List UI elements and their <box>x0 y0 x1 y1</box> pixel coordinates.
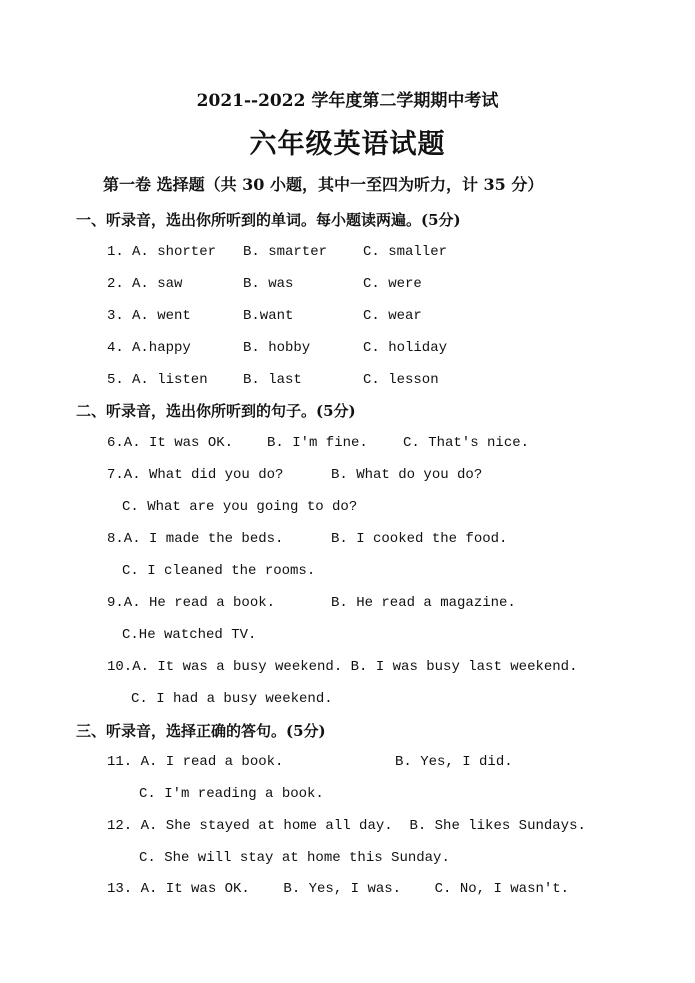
options-a-b: 10.A. It was a busy weekend. B. I was busy last weekend. <box>107 659 578 675</box>
option-c: C. wear <box>363 308 422 324</box>
option-b: B. was <box>243 276 294 292</box>
option-c: C. I had a busy weekend. <box>131 691 333 707</box>
option-b: B. He read a magazine. <box>331 595 516 611</box>
option-a: 9.A. He read a book. <box>107 595 276 611</box>
section1-heading: 一、听录音，选出你所听到的单词。每小题读两遍。(5分) <box>76 211 461 229</box>
option-c: C.He watched TV. <box>122 627 257 643</box>
option-a: A. shorter <box>132 244 217 260</box>
exam-year-title: 2021--2022 学年度第二学期期中考试 <box>196 91 499 111</box>
option-c: C. lesson <box>363 372 439 388</box>
option-c: C. holiday <box>363 340 448 356</box>
item-number: 1. <box>107 244 124 260</box>
option-b: B. What do you do? <box>331 467 483 483</box>
section3-heading: 三、听录音，选择正确的答句。(5分) <box>76 722 326 740</box>
option-b: B. Yes, I did. <box>395 754 513 770</box>
volume-heading: 第一卷 选择题（共 30 小题，其中一至四为听力，计 35 分） <box>103 175 544 194</box>
option-a: A. listen <box>132 372 208 388</box>
option-b: B. smarter <box>243 244 328 260</box>
option-a: 11. A. I read a book. <box>107 754 284 770</box>
option-c: C. That's nice. <box>403 435 530 451</box>
option-b: B. hobby <box>243 340 311 356</box>
option-a: 6.A. It was OK. <box>107 435 234 451</box>
option-b: B. I'm fine. <box>267 435 368 451</box>
options-a-b: 12. A. She stayed at home all day. B. She likes Sundays. <box>107 818 586 834</box>
option-c: C. I'm reading a book. <box>139 786 324 802</box>
item-number: 2. <box>107 276 124 292</box>
item-number: 5. <box>107 372 124 388</box>
options-a-b-c: 13. A. It was OK. B. Yes, I was. C. No, I wasn't. <box>107 881 570 897</box>
item-number: 4. <box>107 340 124 356</box>
section2-heading: 二、听录音，选出你所听到的句子。(5分) <box>76 402 356 420</box>
option-c: C. What are you going to do? <box>122 499 358 515</box>
exam-subject-title: 六年级英语试题 <box>249 129 446 160</box>
option-b: B.want <box>243 308 294 324</box>
option-b: B. I cooked the food. <box>331 531 508 547</box>
option-a: A. went <box>132 308 191 324</box>
option-a: A.happy <box>132 340 191 356</box>
option-b: B. last <box>243 372 302 388</box>
option-c: C. were <box>363 276 422 292</box>
option-a: A. saw <box>132 276 183 292</box>
option-a: 7.A. What did you do? <box>107 467 284 483</box>
option-c: C. I cleaned the rooms. <box>122 563 316 579</box>
item-number: 3. <box>107 308 124 324</box>
option-c: C. She will stay at home this Sunday. <box>139 850 450 866</box>
option-a: 8.A. I made the beds. <box>107 531 284 547</box>
option-c: C. smaller <box>363 244 448 260</box>
